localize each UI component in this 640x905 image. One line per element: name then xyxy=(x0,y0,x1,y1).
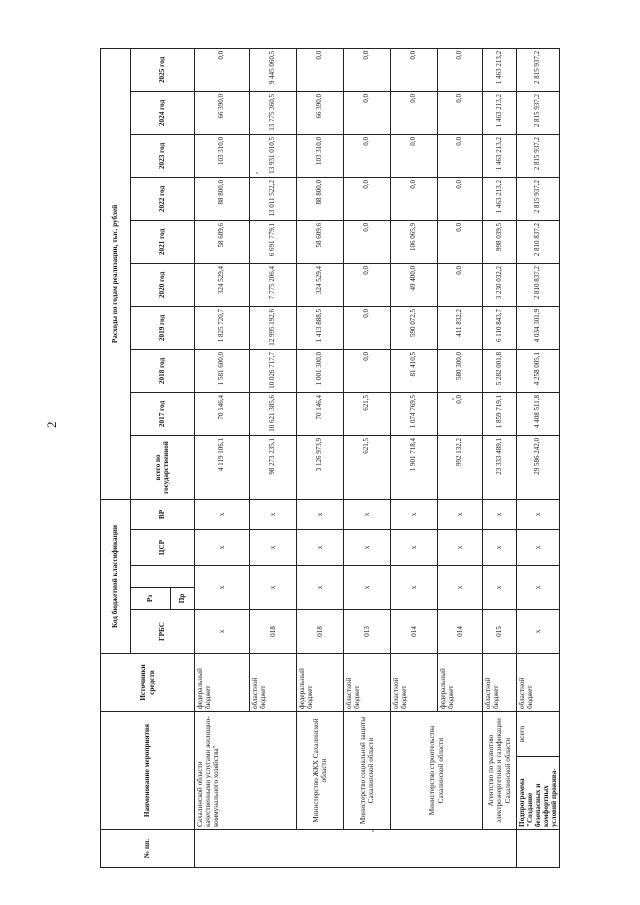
col-header-budget-code: Код бюджетной классификации xyxy=(101,499,131,653)
value-cell: 1 859 719,1 xyxy=(483,392,517,435)
grbs-cell: х xyxy=(517,610,560,654)
activity-name-cell: Сахалинской области качественными услугами жилищно-коммунального хозяйства" xyxy=(195,712,297,830)
value-cell: 0,0 xyxy=(344,220,391,263)
value-cell: 4 408 511,8 xyxy=(517,392,560,435)
value-cell: 66 390,0 xyxy=(195,91,250,134)
total-cell: 4 119 106,1 xyxy=(195,435,250,499)
rz-pr-cell: х xyxy=(250,566,297,610)
col-header-pr: Пр xyxy=(171,588,195,610)
value-cell: 1 463 213,2 xyxy=(483,134,517,177)
value-cell: 324 529,4 xyxy=(297,263,344,306)
source-cell: областной бюджет xyxy=(483,654,517,712)
value-cell: 621,5 xyxy=(344,392,391,435)
grbs-cell: 014 xyxy=(438,610,483,654)
grbs-cell: 013 xyxy=(344,610,391,654)
table-row xyxy=(391,48,438,867)
total-cell: 621,5 xyxy=(344,435,391,499)
table-row xyxy=(483,48,517,867)
row-number-cell xyxy=(195,830,517,868)
value-cell: 58 609,6 xyxy=(195,220,250,263)
col-header-year: 2021 год xyxy=(131,220,195,263)
subprogram-no-cell xyxy=(517,830,560,868)
vr-cell: х xyxy=(483,499,517,529)
value-cell: 1 463 213,2 xyxy=(483,177,517,220)
executor-cell: Агентство по развитию электроэнергетики и газификации Сахалинской области xyxy=(483,712,517,830)
vr-cell: х xyxy=(517,499,560,529)
value-cell: 0,0 xyxy=(438,220,483,263)
value-cell: 324 529,4 xyxy=(195,263,250,306)
value-cell: 106 065,9 xyxy=(391,220,438,263)
col-header-year: 2024 год xyxy=(131,91,195,134)
col-header-csr: ЦСР xyxy=(131,530,195,566)
value-cell: 9 445 060,5 xyxy=(250,48,297,91)
col-header-year: 2022 год xyxy=(131,177,195,220)
value-cell: 0,0 xyxy=(438,177,483,220)
rotated-table-container xyxy=(100,50,559,868)
total-cell: 98 273 235,1 xyxy=(250,435,297,499)
value-cell: 1 413 888,5 xyxy=(297,306,344,349)
rz-pr-cell: х xyxy=(438,566,483,610)
value-cell: 10 026 717,7 xyxy=(250,349,297,392)
value-cell: 4 034 301,9 xyxy=(517,306,560,349)
total-cell: 23 333 489,1 xyxy=(483,435,517,499)
value-cell: 81 410,5 xyxy=(391,349,438,392)
value-cell: 0,0 xyxy=(344,263,391,306)
rz-pr-cell: х xyxy=(391,566,438,610)
value-cell: 0,0 xyxy=(391,177,438,220)
value-cell: 2 815 937,2 xyxy=(517,91,560,134)
value-cell: 0,0 xyxy=(438,48,483,91)
value-cell: 0,0 xyxy=(391,91,438,134)
vr-cell: х xyxy=(344,499,391,529)
table-row xyxy=(297,48,344,867)
value-cell: 0,0 xyxy=(344,306,391,349)
value-cell: 10 621 385,6 xyxy=(250,392,297,435)
vr-cell: х xyxy=(438,499,483,529)
value-cell: 1 463 213,2 xyxy=(483,91,517,134)
rz-pr-cell: х xyxy=(297,566,344,610)
value-cell: 12 995 192,6 xyxy=(250,306,297,349)
grbs-cell: 018 xyxy=(297,610,344,654)
col-header-year: 2020 год xyxy=(131,263,195,306)
value-cell: 1 001 300,0 xyxy=(297,349,344,392)
grbs-cell: 018 xyxy=(250,610,297,654)
source-cell: областной бюджет xyxy=(517,654,560,712)
value-cell: 0,0 xyxy=(438,134,483,177)
table-row xyxy=(344,48,391,867)
csr-cell: х xyxy=(297,530,344,566)
col-header-year: 2018 год xyxy=(131,349,195,392)
value-cell: 70 146,4 xyxy=(195,392,250,435)
value-cell: 590 072,5 xyxy=(391,306,438,349)
col-header-pr-spacer xyxy=(131,566,195,588)
vr-cell: х xyxy=(195,499,250,529)
col-header-source: Источники средств xyxy=(101,654,195,712)
col-header-year: 2023 год xyxy=(131,134,195,177)
col-header-expenses: Расходы по годам реализации, тыс. рублей xyxy=(101,48,131,499)
value-cell: 0,0 xyxy=(438,392,483,435)
csr-cell: х xyxy=(344,530,391,566)
executor-cell: всего xyxy=(518,725,526,743)
value-cell: 0,0 xyxy=(344,134,391,177)
value-cell: 6 110 843,7 xyxy=(483,306,517,349)
value-cell: 49 400,0 xyxy=(391,263,438,306)
value-cell: 0,0 xyxy=(344,349,391,392)
total-cell: 1 901 718,4 xyxy=(391,435,438,499)
value-cell: 13 775 360,5 xyxy=(250,91,297,134)
value-cell: 998 039,5 xyxy=(483,220,517,263)
source-cell: федеральный бюджет xyxy=(438,654,483,712)
col-header-total: всего по государственной xyxy=(131,435,195,499)
col-header-name: Наименование мероприятия xyxy=(101,712,195,830)
source-cell: областной бюджет xyxy=(344,654,391,712)
csr-cell: х xyxy=(483,530,517,566)
csr-cell: х xyxy=(195,530,250,566)
value-cell: 2 815 937,2 xyxy=(517,177,560,220)
value-cell: 7 775 206,4 xyxy=(250,263,297,306)
source-cell: федеральный бюджет xyxy=(297,654,344,712)
table-row xyxy=(195,48,250,867)
csr-cell: х xyxy=(517,530,560,566)
expenses-table xyxy=(100,48,560,868)
value-cell: 88 800,0 xyxy=(297,177,344,220)
header-row-1 xyxy=(101,48,131,867)
value-cell: 0,0 xyxy=(344,177,391,220)
value-cell: 66 390,0 xyxy=(297,91,344,134)
rz-pr-cell: х xyxy=(344,566,391,610)
value-cell: 580 300,0 xyxy=(438,349,483,392)
executor-cell: Министерство строительства Сахалинской области xyxy=(391,712,483,830)
source-cell: федеральный бюджет xyxy=(195,654,250,712)
col-header-year: 2019 год xyxy=(131,306,195,349)
value-cell: 6 691 779,1 xyxy=(250,220,297,263)
value-cell: 1 074 769,5 xyxy=(391,392,438,435)
executor-cell: Министерство ЖКХ Сахалинской области xyxy=(297,712,344,830)
value-cell: 13 931 010,5 xyxy=(250,134,297,177)
value-cell: 88 800,0 xyxy=(195,177,250,220)
value-cell: 103 310,0 xyxy=(195,134,250,177)
subprogram-cell xyxy=(517,712,560,830)
executor-cell: Министерство социальной защиты Сахалинской области xyxy=(344,712,391,830)
total-cell: 29 586 242,0 xyxy=(517,435,560,499)
value-cell: 13 011 522,2 xyxy=(250,177,297,220)
total-cell: 3 126 973,9 xyxy=(297,435,344,499)
value-cell: 0,0 xyxy=(344,48,391,91)
value-cell: 0,0 xyxy=(438,263,483,306)
value-cell: 2 810 837,2 xyxy=(517,263,560,306)
value-cell: 0,0 xyxy=(391,134,438,177)
value-cell: 2 810 837,2 xyxy=(517,220,560,263)
col-header-year: 2025 год xyxy=(131,48,195,91)
grbs-cell: 015 xyxy=(483,610,517,654)
value-cell: 70 146,4 xyxy=(297,392,344,435)
value-cell: 0,0 xyxy=(344,91,391,134)
col-header-no: № пп. xyxy=(101,830,195,868)
value-cell: 5 282 001,8 xyxy=(483,349,517,392)
value-cell: 0,0 xyxy=(438,91,483,134)
rz-pr-cell: х xyxy=(195,566,250,610)
value-cell: 411 832,2 xyxy=(438,306,483,349)
grbs-cell: 014 xyxy=(391,610,438,654)
value-cell: 1 463 213,2 xyxy=(483,48,517,91)
value-cell: 1 581 600,0 xyxy=(195,349,250,392)
value-cell: 0,0 xyxy=(297,48,344,91)
subprogram-name: Подпрограмма "Создание безопасных и комфортных условий прожива- xyxy=(517,756,559,829)
col-header-rz: Рз xyxy=(131,588,171,610)
value-cell: 2 815 937,2 xyxy=(517,48,560,91)
source-cell: областной бюджет xyxy=(391,654,438,712)
table-row xyxy=(517,48,560,867)
value-cell: 2 815 937,2 xyxy=(517,134,560,177)
total-cell: 992 132,2 xyxy=(438,435,483,499)
value-cell: 103 310,0 xyxy=(297,134,344,177)
csr-cell: х xyxy=(438,530,483,566)
col-header-year: 2017 год xyxy=(131,392,195,435)
source-cell: областной бюджет xyxy=(250,654,297,712)
value-cell: 1 825 720,7 xyxy=(195,306,250,349)
value-cell: 0,0 xyxy=(391,48,438,91)
col-header-grbs: ГРБС xyxy=(131,610,195,654)
vr-cell: х xyxy=(391,499,438,529)
value-cell: 0,0 xyxy=(195,48,250,91)
value-cell: 4 258 005,1 xyxy=(517,349,560,392)
grbs-cell: х xyxy=(195,610,250,654)
vr-cell: х xyxy=(250,499,297,529)
value-cell: 58 609,6 xyxy=(297,220,344,263)
page-number: 2 xyxy=(44,421,59,428)
csr-cell: х xyxy=(250,530,297,566)
rz-pr-cell: х xyxy=(483,566,517,610)
col-header-vr: ВР xyxy=(131,499,195,529)
vr-cell: х xyxy=(297,499,344,529)
value-cell: 3 230 032,2 xyxy=(483,263,517,306)
rz-pr-cell: х xyxy=(517,566,560,610)
csr-cell: х xyxy=(391,530,438,566)
